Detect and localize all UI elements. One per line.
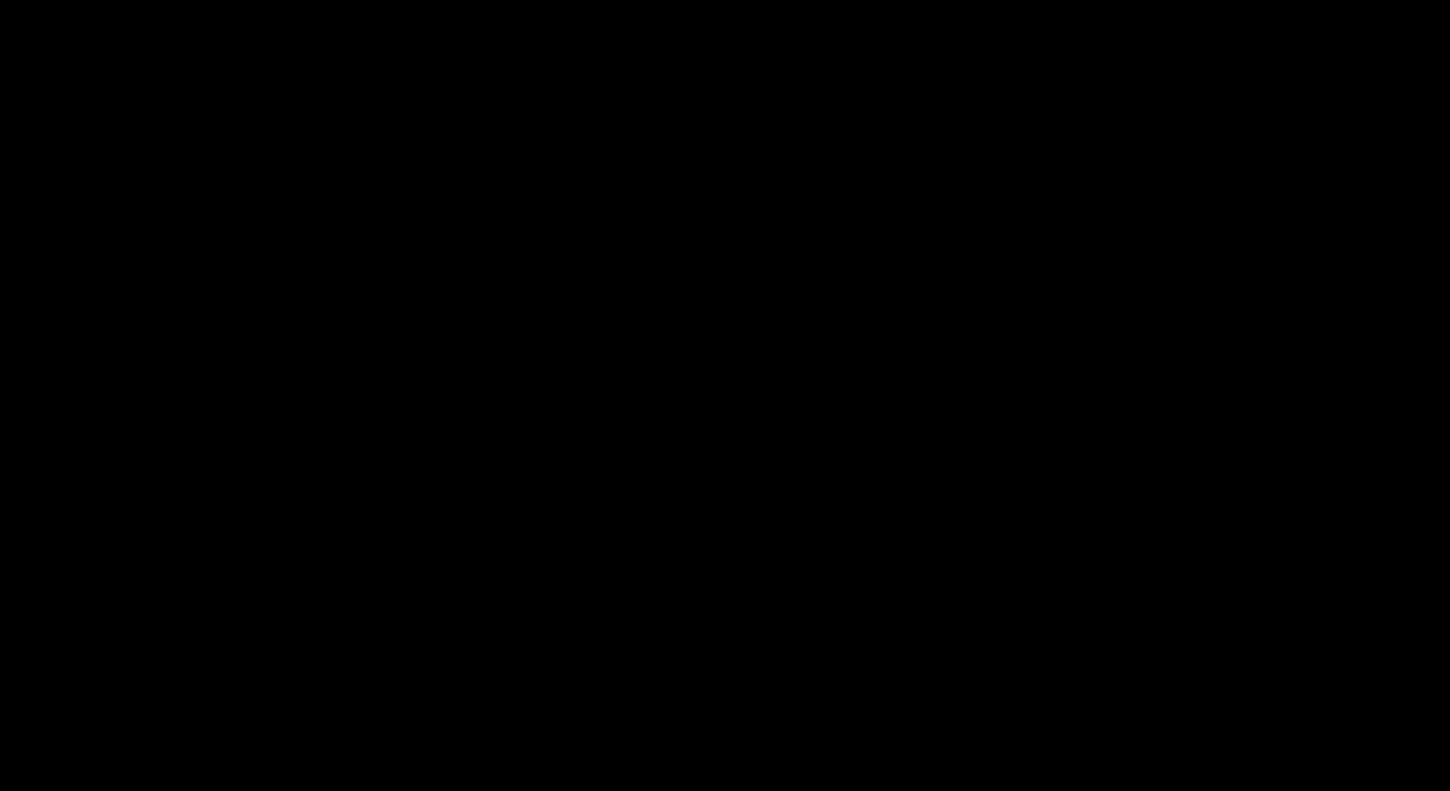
table-row — [1, 481, 1450, 513]
cell-remark — [951, 33, 1450, 65]
cell-remark — [951, 257, 1450, 289]
cell-remark — [951, 481, 1450, 513]
cell-description: 11.55V — [492, 65, 951, 97]
header-description: Description（描述） — [492, 1, 951, 33]
table-row — [1, 321, 1450, 353]
table-row — [1, 449, 1450, 481]
cell-item — [212, 225, 492, 257]
cell-remark — [951, 705, 1450, 757]
cell-description: NA — [492, 481, 951, 513]
cell-type — [1, 513, 212, 545]
cell-item: Type（类型） — [212, 33, 492, 65]
cell-description: Li-polymer Battery — [492, 33, 951, 65]
cell-item: Type（类型） — [212, 673, 492, 705]
cell-item: G_sensor — [212, 161, 492, 193]
cell-type — [1, 417, 212, 449]
table-row — [1, 129, 1450, 161]
cell-type — [1, 449, 212, 481]
cell-type — [1, 97, 212, 129]
cell-item: WIFI chip model（型号） — [212, 321, 492, 353]
table-row — [1, 705, 1450, 757]
cell-description: 默认 — [492, 577, 951, 609]
cell-type — [1, 65, 212, 97]
cell-remark: BIOS MAX TO 1.1W — [951, 225, 1450, 257]
cell-item: Bluetooth（蓝牙） — [212, 417, 492, 449]
table-row — [1, 65, 1450, 97]
cell-item: WIFI Standard（标准） — [212, 353, 492, 385]
table-row — [1, 577, 1450, 609]
cell-type: WIFI（无线局域网） — [1, 321, 212, 417]
cell-description — [492, 161, 951, 193]
cell-type — [1, 161, 212, 193]
cell-description: 2.0MP — [492, 129, 951, 161]
cell-description: Windows10& Windows11 — [492, 513, 951, 545]
cell-type — [1, 257, 212, 289]
cell-type: AC PowerCord（交流电源线） — [1, 705, 212, 757]
cell-item: System（系统） — [212, 513, 492, 545]
cell-remark — [951, 609, 1450, 641]
cell-description — [492, 321, 951, 353]
cell-item: INPUT（输入） — [212, 609, 492, 641]
cell-description — [492, 257, 951, 289]
cell-item: Front（前置） — [212, 129, 492, 161]
table-header — [1, 1, 1450, 33]
cell-remark — [951, 353, 1450, 385]
cell-type — [1, 129, 212, 161]
cell-remark — [951, 641, 1450, 673]
cell-item: Ethernet RJ45（以太网RJ45接口） — [212, 481, 492, 513]
cell-description — [492, 97, 951, 129]
table-row — [1, 609, 1450, 641]
table-row — [1, 161, 1450, 193]
table-row — [1, 193, 1450, 225]
cell-remark: SIZE/1216 — [951, 321, 1450, 353]
cell-remark — [951, 385, 1450, 417]
header-remark: Remark（备注） — [951, 1, 1450, 33]
cell-type — [1, 193, 212, 225]
cell-description — [492, 449, 951, 481]
cell-item: UI spec（UI风格） — [212, 577, 492, 609]
cell-description — [492, 193, 951, 225]
cell-description: Desktop（桌面式） — [492, 673, 951, 705]
cell-description — [492, 225, 951, 257]
cell-description: 19V*3.42A,60W — [492, 641, 951, 673]
cell-type — [1, 577, 212, 609]
cell-description — [492, 417, 951, 449]
cell-type — [1, 225, 212, 257]
cell-remark: With DB（YOGA）/NA — [951, 161, 1450, 193]
cell-type: Ethernet（以太网） — [1, 481, 212, 513]
cell-item: Version（版本） — [212, 449, 492, 481]
table-row — [1, 33, 1450, 65]
cell-remark — [951, 449, 1450, 481]
cell-description — [492, 353, 951, 385]
table-row — [1, 225, 1450, 257]
cell-remark — [951, 577, 1450, 609]
cell-remark — [951, 193, 1450, 225]
cell-description: 3pin M type（3针M接口） — [492, 705, 951, 757]
cell-description: AC100~240V — [492, 609, 951, 641]
cell-item: OUTPUT（输出） — [212, 641, 492, 673]
cell-type — [1, 289, 212, 321]
cell-item: MIC(咪头） — [212, 289, 492, 321]
cell-remark — [951, 673, 1450, 705]
cell-remark: A MIC with big core — [951, 289, 1450, 321]
table-row — [1, 353, 1450, 385]
cell-remark — [951, 513, 1450, 545]
cell-item: Codec — [212, 257, 492, 289]
table-row — [1, 417, 1450, 449]
cell-type — [1, 33, 212, 65]
cell-item: Capacity（容量） — [212, 97, 492, 129]
cell-type: Adaptor（适配器） — [1, 609, 212, 705]
header-row — [1, 1, 1450, 33]
table-row — [1, 385, 1450, 417]
table-row — [1, 673, 1450, 705]
cell-remark — [951, 129, 1450, 161]
table-body — [1, 33, 1450, 757]
header-item: Item（项目） — [212, 1, 492, 33]
cell-remark — [951, 97, 1450, 129]
cell-description — [492, 385, 951, 417]
cell-remark — [951, 65, 1450, 97]
table-row — [1, 545, 1450, 577]
table-row — [1, 289, 1450, 321]
cell-item: Voltage（电压） — [212, 65, 492, 97]
table-row — [1, 641, 1450, 673]
cell-description — [492, 289, 951, 321]
cell-item: WIFI Frequency（频率） — [212, 385, 492, 417]
cell-item: Hall Sensor — [212, 193, 492, 225]
cell-item: Connector Type（接口形式） — [212, 705, 492, 757]
cell-remark — [951, 417, 1450, 449]
cell-type — [1, 545, 212, 577]
header-type: Type（类型） — [1, 1, 212, 33]
cell-description: Support national languages（支持各国语言） — [492, 545, 951, 577]
table-row — [1, 257, 1450, 289]
table-row — [1, 513, 1450, 545]
table-row — [1, 97, 1450, 129]
cell-remark — [951, 545, 1450, 577]
cell-item: Language Supported（支持语言） — [212, 545, 492, 577]
